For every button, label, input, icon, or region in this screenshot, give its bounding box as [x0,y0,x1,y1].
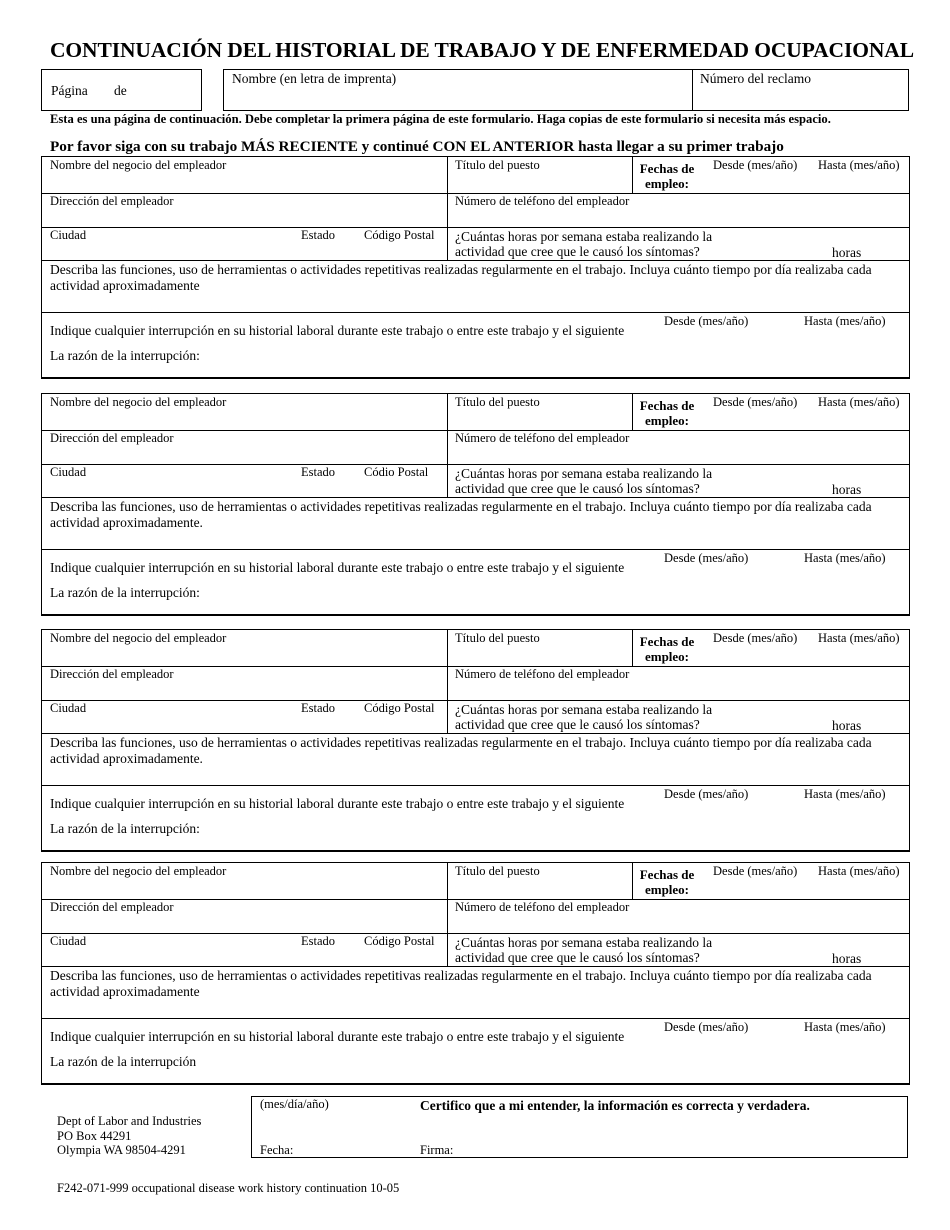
certification-box [251,1096,908,1158]
zip-label: Código Postal [364,228,435,242]
state-label: Estado [301,701,336,715]
agency-address-line2: PO Box 44291 [57,1129,132,1143]
hours-question-line1: ¿Cuántas horas por semana estaba realizando la [455,466,713,481]
job-title-label: Título del puesto [455,395,540,409]
gap-from-label: Desde (mes/año) [664,787,749,801]
to-date-label: Hasta (mes/año) [818,864,900,878]
employer-address-label: Dirección del empleador [50,667,174,681]
employer-address-label: Dirección del empleador [50,900,174,914]
employment-gap-question: Indique cualquier interrupción en su historial laboral durante este trabajo o entre este trabajo y el siguiente [50,1029,625,1044]
of-label: de [114,83,127,98]
hours-unit-label: horas [832,245,862,260]
page-title: CONTINUACIÓN DEL HISTORIAL DE TRABAJO Y DE ENFERMEDAD OCUPACIONAL [50,38,914,62]
job-section [41,629,910,852]
employer-address-label: Dirección del empleador [50,431,174,445]
from-date-label: Desde (mes/año) [713,631,798,645]
employment-dates-label: Fechas de empleo: [639,634,695,664]
zip-label: Código Postal [364,934,435,948]
employment-gap-question: Indique cualquier interrupción en su historial laboral durante este trabajo o entre este trabajo y el siguiente [50,560,625,575]
hours-question-line2: actividad que cree que le causó los síntomas? [455,950,700,965]
employer-phone-label: Número de teléfono del empleador [455,900,630,914]
job-title-label: Título del puesto [455,158,540,172]
employment-gap-question: Indique cualquier interrupción en su historial laboral durante este trabajo o entre este trabajo y el siguiente [50,323,625,338]
city-label: Ciudad [50,228,87,242]
job-duties-prompt-line2: actividad aproximadamente [50,984,200,999]
hours-question-line2: actividad que cree que le causó los síntomas? [455,244,700,259]
hours-question-line1: ¿Cuántas horas por semana estaba realizando la [455,935,713,950]
employer-name-label: Nombre del negocio del empleador [50,395,227,409]
to-date-label: Hasta (mes/año) [818,158,900,172]
page-label: Página [51,83,88,98]
instruction-heading: Por favor siga con su trabajo MÁS RECIENTE y continué CON EL ANTERIOR hasta llegar a su primer trabajo [50,138,784,155]
name-box[interactable] [223,69,909,111]
employment-dates-label: Fechas de empleo: [639,161,695,191]
name-label: Nombre (en letra de imprenta) [232,71,397,86]
job-duties-prompt-line1: Describa las funciones, uso de herramientas o actividades repetitivas realizadas regularmente en el trabajo. Incluya cuánto tiempo por día realizaba cada [50,735,872,750]
gap-to-label: Hasta (mes/año) [804,787,886,801]
hours-unit-label: horas [832,718,862,733]
hours-question-line1: ¿Cuántas horas por semana estaba realizando la [455,702,713,717]
job-duties-prompt-line1: Describa las funciones, uso de herramientas o actividades repetitivas realizadas regularmente en el trabajo. Incluya cuánto tiempo por día realizaba cada [50,968,872,983]
job-duties-prompt-line2: actividad aproximadamente. [50,515,203,530]
gap-reason-label: La razón de la interrupción: [50,348,200,363]
job-section [41,156,910,379]
job-section [41,393,910,616]
gap-to-label: Hasta (mes/año) [804,1020,886,1034]
gap-reason-label: La razón de la interrupción: [50,585,200,600]
to-date-label: Hasta (mes/año) [818,395,900,409]
hours-question-line2: actividad que cree que le causó los síntomas? [455,717,700,732]
date-field[interactable] [300,1137,412,1155]
employer-phone-label: Número de teléfono del empleador [455,667,630,681]
gap-reason-label: La razón de la interrupción [50,1054,197,1069]
employment-dates-label: Fechas de empleo: [639,867,695,897]
gap-from-label: Desde (mes/año) [664,314,749,328]
from-date-label: Desde (mes/año) [713,158,798,172]
claim-number-label: Número del reclamo [700,71,811,86]
agency-address-line3: Olympia WA 98504-4291 [57,1143,186,1157]
gap-reason-label: La razón de la interrupción: [50,821,200,836]
state-label: Estado [301,228,336,242]
job-title-label: Título del puesto [455,864,540,878]
gap-from-label: Desde (mes/año) [664,551,749,565]
hours-unit-label: horas [832,951,862,966]
signature-field[interactable] [458,1137,898,1155]
date-label: Fecha: [260,1143,294,1157]
gap-to-label: Hasta (mes/año) [804,551,886,565]
employer-name-label: Nombre del negocio del empleador [50,158,227,172]
hours-question-line1: ¿Cuántas horas por semana estaba realizando la [455,229,713,244]
employer-name-label: Nombre del negocio del empleador [50,631,227,645]
employer-address-label: Dirección del empleador [50,194,174,208]
form-id: F242-071-999 occupational disease work history continuation 10-05 [57,1181,400,1195]
to-date-label: Hasta (mes/año) [818,631,900,645]
job-title-label: Título del puesto [455,631,540,645]
page-number-box[interactable] [41,69,202,111]
job-duties-prompt-line2: actividad aproximadamente [50,278,200,293]
state-label: Estado [301,934,336,948]
certification-statement: Certifico que a mi entender, la información es correcta y verdadera. [420,1098,810,1113]
employer-name-label: Nombre del negocio del empleador [50,864,227,878]
job-section [41,862,910,1085]
state-label: Estado [301,465,336,479]
job-duties-prompt-line1: Describa las funciones, uso de herramientas o actividades repetitivas realizadas regularmente en el trabajo. Incluya cuánto tiempo por día realizaba cada [50,499,872,514]
continuation-note: Esta es una página de continuación. Debe completar la primera página de este formulario. Haga copias de este formulario si necesita más espacio. [50,112,831,126]
job-duties-prompt-line1: Describa las funciones, uso de herramientas o actividades repetitivas realizadas regularmente en el trabajo. Incluya cuánto tiempo por día realizaba cada [50,262,872,277]
hours-question-line2: actividad que cree que le causó los síntomas? [455,481,700,496]
signature-label: Firma: [420,1143,454,1157]
from-date-label: Desde (mes/año) [713,395,798,409]
employment-dates-label: Fechas de empleo: [639,398,695,428]
city-label: Ciudad [50,934,87,948]
employment-gap-question: Indique cualquier interrupción en su historial laboral durante este trabajo o entre este trabajo y el siguiente [50,796,625,811]
hours-unit-label: horas [832,482,862,497]
employer-phone-label: Número de teléfono del empleador [455,194,630,208]
city-label: Ciudad [50,465,87,479]
gap-to-label: Hasta (mes/año) [804,314,886,328]
employer-phone-label: Número de teléfono del empleador [455,431,630,445]
zip-label: Código Postal [364,701,435,715]
city-label: Ciudad [50,701,87,715]
gap-from-label: Desde (mes/año) [664,1020,749,1034]
from-date-label: Desde (mes/año) [713,864,798,878]
zip-label: Códio Postal [364,465,429,479]
agency-address-line1: Dept of Labor and Industries [57,1114,202,1128]
date-format-hint: (mes/día/año) [260,1097,329,1111]
job-duties-prompt-line2: actividad aproximadamente. [50,751,203,766]
